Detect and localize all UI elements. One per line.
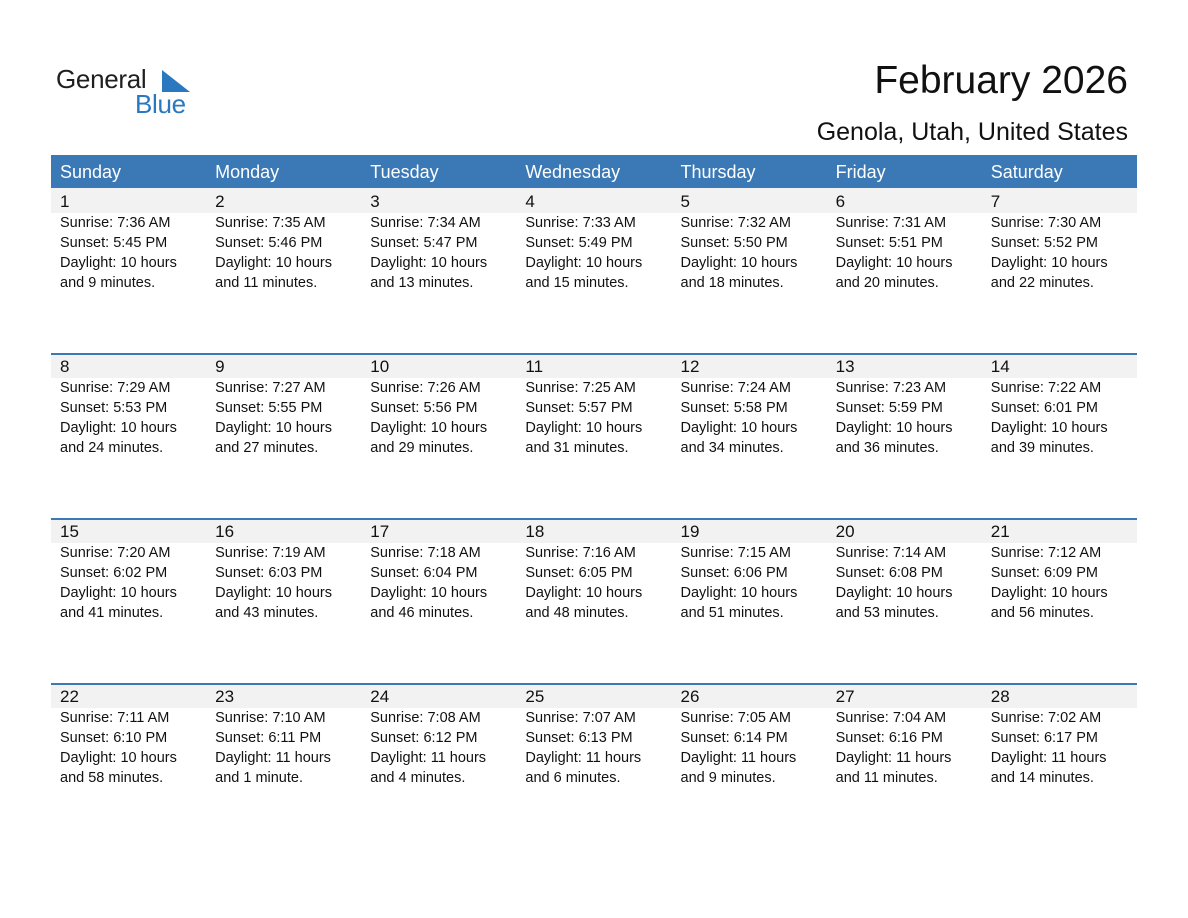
daylight-text: Daylight: 10 hours bbox=[60, 750, 177, 766]
day-number: 21 bbox=[990, 522, 1010, 541]
day-number: 9 bbox=[215, 357, 225, 376]
day-cell bbox=[982, 353, 1137, 458]
weekday-friday: Friday bbox=[835, 162, 886, 182]
sunrise-text: Sunrise: 7:02 AM bbox=[990, 710, 1102, 726]
daylight-text: Daylight: 10 hours bbox=[835, 255, 953, 271]
week-cells bbox=[51, 518, 1137, 623]
daylight-text: Daylight: 10 hours bbox=[215, 420, 332, 436]
week-cells bbox=[51, 188, 1137, 293]
daylight-minutes-text: and 51 minutes. bbox=[680, 605, 784, 621]
sunrise-text: Sunrise: 7:36 AM bbox=[60, 215, 171, 231]
sunrise-text: Sunrise: 7:16 AM bbox=[525, 545, 636, 561]
week-row bbox=[51, 683, 1137, 848]
daylight-minutes-text: and 31 minutes. bbox=[525, 440, 629, 456]
day-cell bbox=[51, 683, 206, 788]
day-number: 12 bbox=[680, 357, 700, 376]
daylight-text: Daylight: 10 hours bbox=[680, 420, 798, 436]
sunset-text: Sunset: 6:04 PM bbox=[370, 565, 478, 581]
sunset-text: Sunset: 5:55 PM bbox=[215, 400, 323, 416]
day-cell bbox=[516, 518, 671, 623]
sunset-text: Sunset: 6:14 PM bbox=[680, 730, 788, 746]
daylight-minutes-text: and 9 minutes. bbox=[680, 770, 776, 786]
daylight-minutes-text: and 15 minutes. bbox=[525, 275, 629, 291]
sunrise-text: Sunrise: 7:34 AM bbox=[370, 215, 481, 231]
daylight-minutes-text: and 4 minutes. bbox=[370, 770, 466, 786]
day-cell bbox=[516, 353, 671, 458]
sunset-text: Sunset: 6:08 PM bbox=[835, 565, 943, 581]
sunset-text: Sunset: 5:58 PM bbox=[680, 400, 788, 416]
day-cell bbox=[672, 188, 827, 293]
day-number: 22 bbox=[60, 687, 79, 706]
sunset-text: Sunset: 6:13 PM bbox=[525, 730, 633, 746]
day-number: 11 bbox=[525, 357, 544, 376]
daylight-minutes-text: and 36 minutes. bbox=[835, 440, 939, 456]
week-row bbox=[51, 353, 1137, 518]
daylight-text: Daylight: 10 hours bbox=[525, 420, 643, 436]
sunrise-text: Sunrise: 7:33 AM bbox=[525, 215, 636, 231]
daylight-minutes-text: and 41 minutes. bbox=[60, 605, 164, 621]
weekday-tuesday: Tuesday bbox=[370, 162, 439, 182]
daylight-minutes-text: and 9 minutes. bbox=[60, 275, 156, 291]
sunrise-text: Sunrise: 7:30 AM bbox=[990, 215, 1102, 231]
daylight-minutes-text: and 22 minutes. bbox=[990, 275, 1094, 291]
day-cell bbox=[672, 683, 827, 788]
page-title: February 2026 bbox=[874, 59, 1128, 102]
daylight-minutes-text: and 1 minute. bbox=[215, 770, 303, 786]
sunset-text: Sunset: 6:01 PM bbox=[990, 400, 1098, 416]
weekday-monday: Monday bbox=[215, 162, 280, 182]
weekday-thursday: Thursday bbox=[680, 162, 756, 182]
sunset-text: Sunset: 5:45 PM bbox=[60, 235, 168, 251]
sunset-text: Sunset: 6:06 PM bbox=[680, 565, 788, 581]
sunrise-text: Sunrise: 7:26 AM bbox=[370, 380, 481, 396]
daylight-minutes-text: and 11 minutes. bbox=[215, 275, 318, 291]
week-row bbox=[51, 188, 1137, 353]
sunset-text: Sunset: 5:52 PM bbox=[990, 235, 1098, 251]
sunrise-text: Sunrise: 7:08 AM bbox=[370, 710, 481, 726]
day-cell bbox=[672, 353, 827, 458]
sunset-text: Sunset: 6:10 PM bbox=[60, 730, 168, 746]
day-number: 25 bbox=[525, 687, 545, 706]
day-number: 15 bbox=[60, 522, 79, 541]
day-number: 3 bbox=[370, 192, 380, 211]
daylight-text: Daylight: 10 hours bbox=[680, 585, 798, 601]
day-cell bbox=[361, 188, 516, 293]
day-cell bbox=[206, 353, 361, 458]
weekday-sunday: Sunday bbox=[60, 162, 122, 182]
day-number: 20 bbox=[835, 522, 855, 541]
day-cell bbox=[206, 683, 361, 788]
sunset-text: Sunset: 5:47 PM bbox=[370, 235, 478, 251]
weeks-container bbox=[51, 188, 1137, 848]
day-number: 16 bbox=[215, 522, 235, 541]
day-number: 1 bbox=[60, 192, 70, 211]
sunrise-text: Sunrise: 7:22 AM bbox=[990, 380, 1102, 396]
day-cell bbox=[982, 518, 1137, 623]
daylight-minutes-text: and 53 minutes. bbox=[835, 605, 939, 621]
daylight-minutes-text: and 27 minutes. bbox=[215, 440, 319, 456]
day-number: 2 bbox=[215, 192, 225, 211]
sunset-text: Sunset: 5:56 PM bbox=[370, 400, 478, 416]
day-cell bbox=[516, 683, 671, 788]
day-cell bbox=[827, 683, 982, 788]
day-cell bbox=[827, 188, 982, 293]
daylight-text: Daylight: 10 hours bbox=[215, 585, 332, 601]
daylight-text: Daylight: 10 hours bbox=[370, 585, 488, 601]
sunrise-text: Sunrise: 7:19 AM bbox=[215, 545, 326, 561]
daylight-minutes-text: and 20 minutes. bbox=[835, 275, 939, 291]
daylight-text: Daylight: 10 hours bbox=[525, 255, 643, 271]
daylight-minutes-text: and 29 minutes. bbox=[370, 440, 474, 456]
calendar-grid bbox=[51, 155, 1137, 848]
sunrise-text: Sunrise: 7:20 AM bbox=[60, 545, 171, 561]
daylight-text: Daylight: 10 hours bbox=[680, 255, 798, 271]
day-cell bbox=[827, 353, 982, 458]
day-number: 6 bbox=[835, 192, 846, 211]
sunset-text: Sunset: 5:59 PM bbox=[835, 400, 943, 416]
day-number: 24 bbox=[370, 687, 390, 706]
sunset-text: Sunset: 6:11 PM bbox=[215, 730, 322, 746]
sunrise-text: Sunrise: 7:25 AM bbox=[525, 380, 636, 396]
day-cell bbox=[361, 353, 516, 458]
sunrise-text: Sunrise: 7:35 AM bbox=[215, 215, 326, 231]
sunset-text: Sunset: 5:49 PM bbox=[525, 235, 633, 251]
day-cell bbox=[51, 188, 206, 293]
sunrise-text: Sunrise: 7:18 AM bbox=[370, 545, 481, 561]
daylight-text: Daylight: 10 hours bbox=[990, 255, 1108, 271]
day-cell bbox=[361, 518, 516, 623]
day-cell bbox=[982, 683, 1137, 788]
day-number: 10 bbox=[370, 357, 390, 376]
daylight-text: Daylight: 11 hours bbox=[525, 750, 642, 766]
sunrise-text: Sunrise: 7:11 AM bbox=[60, 710, 170, 726]
logo-text-general: General bbox=[56, 64, 147, 94]
weekday-header bbox=[51, 155, 1137, 188]
daylight-minutes-text: and 18 minutes. bbox=[680, 275, 784, 291]
day-cell bbox=[51, 518, 206, 623]
sunrise-text: Sunrise: 7:27 AM bbox=[215, 380, 326, 396]
daylight-text: Daylight: 10 hours bbox=[60, 420, 177, 436]
sunrise-text: Sunrise: 7:24 AM bbox=[680, 380, 791, 396]
sunset-text: Sunset: 5:57 PM bbox=[525, 400, 633, 416]
daylight-text: Daylight: 11 hours bbox=[990, 750, 1107, 766]
day-cell bbox=[672, 518, 827, 623]
sunset-text: Sunset: 5:53 PM bbox=[60, 400, 168, 416]
sunrise-text: Sunrise: 7:31 AM bbox=[835, 215, 947, 231]
week-cells bbox=[51, 353, 1137, 458]
sunset-text: Sunset: 6:02 PM bbox=[60, 565, 168, 581]
daylight-minutes-text: and 24 minutes. bbox=[60, 440, 164, 456]
day-number: 19 bbox=[680, 522, 700, 541]
sunset-text: Sunset: 6:16 PM bbox=[835, 730, 943, 746]
sunrise-text: Sunrise: 7:23 AM bbox=[835, 380, 947, 396]
sunrise-text: Sunrise: 7:05 AM bbox=[680, 710, 791, 726]
daylight-text: Daylight: 11 hours bbox=[680, 750, 797, 766]
sunrise-text: Sunrise: 7:07 AM bbox=[525, 710, 636, 726]
daylight-text: Daylight: 10 hours bbox=[835, 585, 953, 601]
daylight-minutes-text: and 58 minutes. bbox=[60, 770, 164, 786]
daylight-text: Daylight: 10 hours bbox=[370, 255, 488, 271]
sunset-text: Sunset: 6:17 PM bbox=[990, 730, 1098, 746]
daylight-minutes-text: and 39 minutes. bbox=[990, 440, 1094, 456]
daylight-text: Daylight: 10 hours bbox=[990, 585, 1108, 601]
day-number: 26 bbox=[680, 687, 700, 706]
day-cell bbox=[827, 518, 982, 623]
daylight-minutes-text: and 48 minutes. bbox=[525, 605, 629, 621]
day-cell bbox=[361, 683, 516, 788]
day-number: 18 bbox=[525, 522, 545, 541]
daylight-text: Daylight: 10 hours bbox=[525, 585, 643, 601]
day-number: 8 bbox=[60, 357, 70, 376]
day-cell bbox=[51, 353, 206, 458]
day-number: 5 bbox=[680, 192, 690, 211]
sunset-text: Sunset: 5:50 PM bbox=[680, 235, 788, 251]
day-number: 7 bbox=[990, 192, 1001, 211]
daylight-minutes-text: and 46 minutes. bbox=[370, 605, 474, 621]
sunset-text: Sunset: 6:03 PM bbox=[215, 565, 323, 581]
week-row bbox=[51, 518, 1137, 683]
daylight-minutes-text: and 34 minutes. bbox=[680, 440, 784, 456]
daylight-minutes-text: and 11 minutes. bbox=[835, 770, 938, 786]
daylight-minutes-text: and 13 minutes. bbox=[370, 275, 474, 291]
daylight-text: Daylight: 11 hours bbox=[835, 750, 952, 766]
daylight-minutes-text: and 14 minutes. bbox=[990, 770, 1094, 786]
sunset-text: Sunset: 6:09 PM bbox=[990, 565, 1098, 581]
day-cell bbox=[206, 518, 361, 623]
daylight-text: Daylight: 10 hours bbox=[60, 585, 177, 601]
daylight-text: Daylight: 10 hours bbox=[990, 420, 1108, 436]
day-number: 4 bbox=[525, 192, 535, 211]
sunrise-text: Sunrise: 7:15 AM bbox=[680, 545, 791, 561]
day-number: 13 bbox=[835, 357, 855, 376]
sunrise-text: Sunrise: 7:14 AM bbox=[835, 545, 947, 561]
day-number: 23 bbox=[215, 687, 235, 706]
sunset-text: Sunset: 5:51 PM bbox=[835, 235, 943, 251]
logo-text-blue: Blue bbox=[135, 89, 186, 119]
weekday-wednesday: Wednesday bbox=[525, 162, 621, 182]
sunrise-text: Sunrise: 7:10 AM bbox=[215, 710, 326, 726]
day-cell bbox=[206, 188, 361, 293]
day-number: 28 bbox=[990, 687, 1010, 706]
day-number: 17 bbox=[370, 522, 390, 541]
sunrise-text: Sunrise: 7:12 AM bbox=[990, 545, 1102, 561]
daylight-text: Daylight: 11 hours bbox=[370, 750, 487, 766]
brand-logo bbox=[56, 64, 196, 120]
daylight-text: Daylight: 11 hours bbox=[215, 750, 331, 766]
week-cells bbox=[51, 683, 1137, 788]
daylight-minutes-text: and 56 minutes. bbox=[990, 605, 1094, 621]
daylight-text: Daylight: 10 hours bbox=[835, 420, 953, 436]
daylight-text: Daylight: 10 hours bbox=[60, 255, 177, 271]
sunset-text: Sunset: 5:46 PM bbox=[215, 235, 323, 251]
sunrise-text: Sunrise: 7:29 AM bbox=[60, 380, 171, 396]
sunset-text: Sunset: 6:05 PM bbox=[525, 565, 633, 581]
sunrise-text: Sunrise: 7:04 AM bbox=[835, 710, 947, 726]
daylight-minutes-text: and 43 minutes. bbox=[215, 605, 319, 621]
sunrise-text: Sunrise: 7:32 AM bbox=[680, 215, 791, 231]
weekday-saturday: Saturday bbox=[990, 162, 1063, 182]
day-number: 14 bbox=[990, 357, 1010, 376]
daylight-text: Daylight: 10 hours bbox=[370, 420, 488, 436]
daylight-minutes-text: and 6 minutes. bbox=[525, 770, 621, 786]
day-number: 27 bbox=[835, 687, 855, 706]
daylight-text: Daylight: 10 hours bbox=[215, 255, 332, 271]
sunset-text: Sunset: 6:12 PM bbox=[370, 730, 478, 746]
location-subtitle: Genola, Utah, United States bbox=[816, 118, 1128, 146]
day-cell bbox=[982, 188, 1137, 293]
day-cell bbox=[516, 188, 671, 293]
